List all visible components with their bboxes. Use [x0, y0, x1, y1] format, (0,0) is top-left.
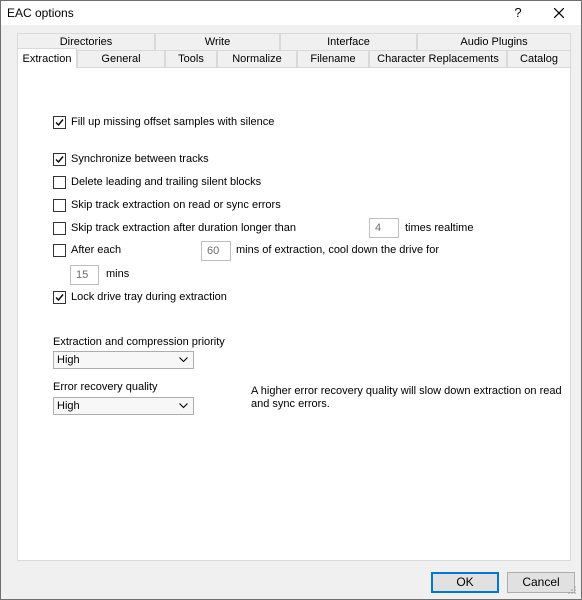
times-realtime-label: times realtime: [405, 222, 474, 234]
skip-duration-label: Skip track extraction after duration longer than: [71, 222, 297, 234]
checkmark-icon: [55, 293, 64, 302]
synchronize-label: Synchronize between tracks: [71, 153, 209, 165]
extraction-minutes-input[interactable]: 60: [201, 241, 231, 261]
priority-label: Extraction and compression priority: [53, 336, 225, 348]
tab-character-replacements[interactable]: Character Replacements: [369, 50, 507, 67]
resize-grip-icon[interactable]: [567, 585, 577, 595]
tab-interface[interactable]: Interface: [280, 33, 417, 50]
recovery-label: Error recovery quality: [53, 381, 158, 393]
fill-missing-checkbox[interactable]: [53, 116, 66, 129]
tab-directories[interactable]: Directories: [17, 33, 155, 50]
extraction-panel: [17, 67, 571, 561]
recovery-note-line1: A higher error recovery quality will slow down extraction on read: [251, 385, 562, 397]
title-bar: [1, 1, 581, 25]
cool-down-minutes-input[interactable]: 15: [70, 265, 99, 285]
checkmark-icon: [55, 155, 64, 164]
tab-general[interactable]: General: [77, 50, 165, 67]
skip-errors-checkbox[interactable]: [53, 199, 66, 212]
realtime-factor-input[interactable]: 4: [369, 218, 399, 238]
tab-catalog[interactable]: Catalog: [507, 50, 571, 67]
checkmark-icon: [55, 118, 64, 127]
delete-silent-label: Delete leading and trailing silent blocks: [71, 176, 262, 188]
tab-normalize[interactable]: Normalize: [217, 50, 297, 67]
window-title: EAC options: [7, 6, 74, 20]
priority-value: High: [57, 354, 80, 366]
after-each-label: After each: [71, 244, 122, 256]
tab-extraction[interactable]: Extraction: [17, 48, 77, 68]
chevron-down-icon: [179, 357, 188, 363]
delete-silent-checkbox[interactable]: [53, 176, 66, 189]
chevron-down-icon: [179, 403, 188, 409]
after-each-checkbox[interactable]: [53, 244, 66, 257]
close-button[interactable]: [541, 1, 577, 25]
recovery-note-line2: and sync errors.: [251, 398, 330, 410]
cool-down-label: mins of extraction, cool down the drive for: [236, 244, 439, 256]
close-icon: [554, 8, 564, 18]
recovery-select[interactable]: [53, 397, 194, 415]
synchronize-checkbox[interactable]: [53, 153, 66, 166]
skip-errors-label: Skip track extraction on read or sync errors: [71, 199, 281, 211]
cancel-button[interactable]: Cancel: [507, 572, 575, 593]
tab-write[interactable]: Write: [155, 33, 280, 50]
ok-button[interactable]: OK: [431, 572, 499, 593]
skip-duration-checkbox[interactable]: [53, 222, 66, 235]
fill-missing-label: Fill up missing offset samples with silence: [71, 116, 275, 128]
tab-audio-plugins[interactable]: Audio Plugins: [417, 33, 571, 50]
help-button[interactable]: ?: [514, 5, 522, 20]
lock-tray-checkbox[interactable]: [53, 291, 66, 304]
recovery-value: High: [57, 400, 80, 412]
tab-tools[interactable]: Tools: [165, 50, 217, 67]
mins-label: mins: [106, 268, 130, 280]
lock-tray-label: Lock drive tray during extraction: [71, 291, 227, 303]
tab-filename[interactable]: Filename: [297, 50, 369, 67]
priority-select[interactable]: [53, 351, 194, 369]
